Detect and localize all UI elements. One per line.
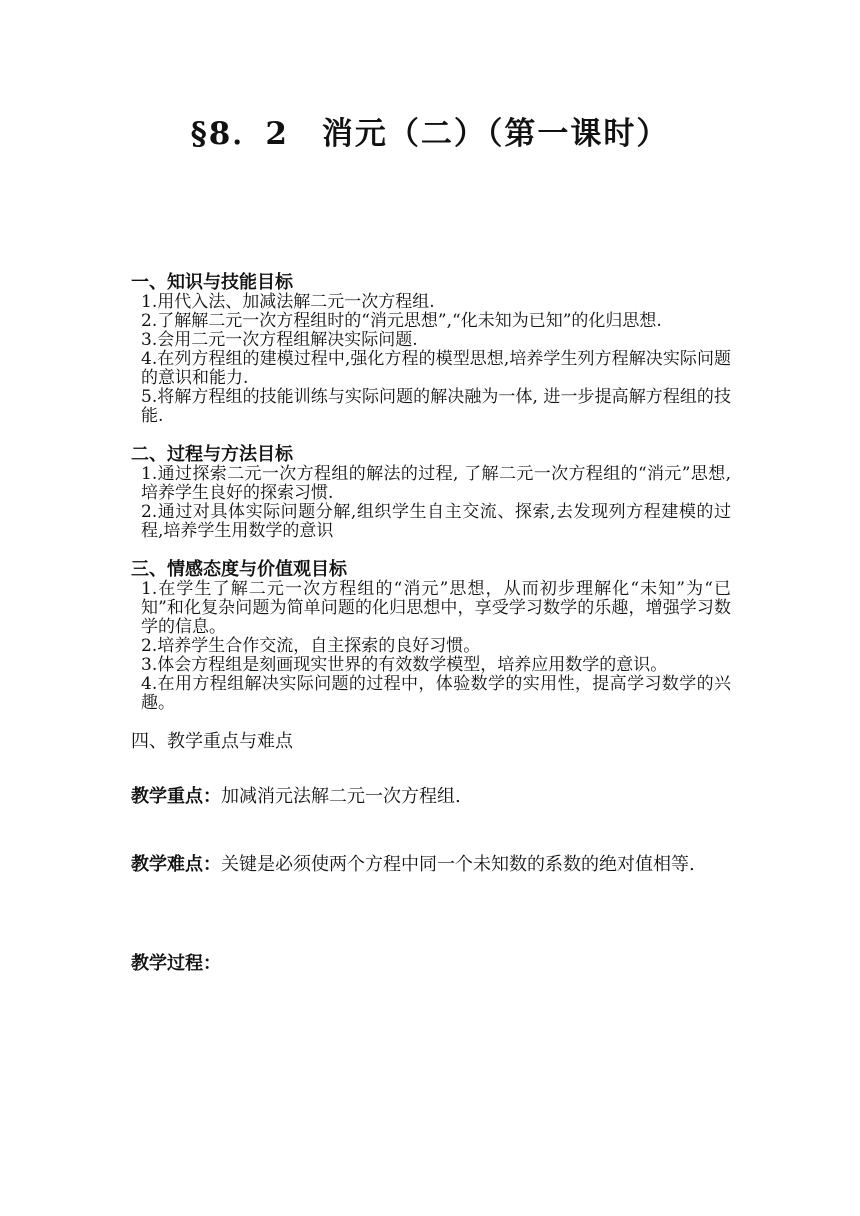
list-item: 3.会用二元一次方程组解决实际问题. — [141, 330, 418, 350]
list-item: 4.在列方程组的建模过程中,强化方程的模型思想,培养学生列方程解决实际问题的意识和能力. — [141, 349, 731, 388]
document-body — [131, 272, 731, 975]
list-item: 5.将解方程组的技能训练与实际问题的解决融为一体, 进一步提高解方程组的技能. — [141, 387, 731, 426]
list-item: 4.在用方程组解决实际问题的过程中，体验数学的实用性，提高学习数学的兴趣。 — [141, 674, 731, 713]
list-item: 2.培养学生合作交流，自主探索的良好习惯。 — [141, 636, 481, 656]
section-attitude-values — [131, 559, 731, 713]
list-item: 1.用代入法、加减法解二元一次方程组. — [141, 292, 435, 312]
focus-heading: 四、教学重点与难点 — [131, 731, 293, 752]
list-item: 1.在学生了解二元一次方程组的“消元”思想，从而初步理解化“未知”为“已知”和化复杂问题为简单问题的化归思想中，享受学习数学的乐趣，增强学习数学的信息。 — [141, 579, 731, 637]
section-heading: 二、过程与方法目标 — [131, 444, 293, 465]
section-heading: 一、知识与技能目标 — [131, 272, 293, 293]
difficulty-label: 教学难点： — [131, 854, 221, 875]
section-heading: 三、情感态度与价值观目标 — [131, 559, 347, 580]
key-point-text: 加减消元法解二元一次方程组. — [221, 786, 461, 807]
list-item: 3.体会方程组是刻画现实世界的有效数学模型，培养应用数学的意识。 — [141, 655, 668, 675]
list-item: 2.通过对具体实际问题分解,组织学生自主交流、探索,去发现列方程建模的过程,培养学生用数学的意识 — [141, 502, 731, 541]
list-item: 2.了解解二元一次方程组时的“消元思想”,“化未知为已知”的化归思想. — [141, 311, 662, 331]
section-knowledge-skills — [131, 272, 731, 426]
difficulty-text: 关键是必须使两个方程中同一个未知数的系数的绝对值相等. — [221, 854, 695, 875]
page-title: §8．2 消元（二）（第一课时） — [190, 116, 670, 152]
process-heading: 教学过程： — [131, 953, 221, 974]
list-item: 1.通过探索二元一次方程组的解法的过程, 了解二元一次方程组的“消元”思想,培养学生良好的探索习惯. — [141, 464, 731, 503]
key-point — [131, 775, 731, 819]
difficulty-point — [131, 843, 731, 887]
key-point-label: 教学重点： — [131, 786, 221, 807]
section-process-methods — [131, 444, 731, 541]
